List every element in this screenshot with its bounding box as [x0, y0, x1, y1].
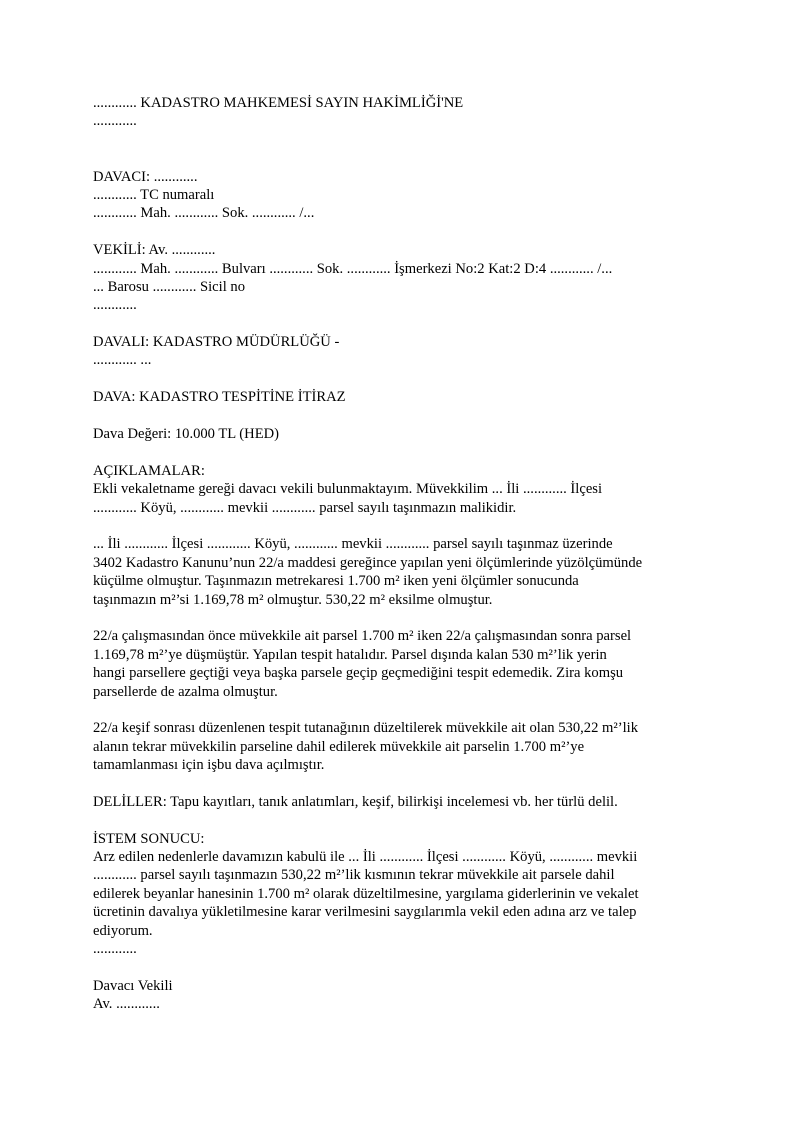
plaintiff-label: DAVACI: ............ [93, 168, 198, 185]
petition-document [93, 94, 713, 1014]
spacer [93, 958, 713, 976]
request-line: ücretinin davalıya yükletilmesine karar verilmesini saygılarımla vekil eden adına arz ve talep [93, 904, 637, 921]
attorney-label: VEKİLİ: Av. ............ [93, 242, 216, 259]
request-line: Arz edilen nedenlerle davamızın kabulü ile ... İli ............ İlçesi ............ Köyü, ............ mevkii [93, 849, 638, 866]
spacer [93, 370, 713, 388]
explanation-line: taşınmazın m²’si 1.169,78 m² olmuştur. 530,22 m² eksilme olmuştur. [93, 591, 493, 608]
request-line: ediyorum. [93, 922, 153, 939]
explanation-line: tamamlanması için işbu dava açılmıştır. [93, 757, 325, 774]
spacer [93, 223, 713, 241]
signature-block [93, 977, 713, 1014]
court-header-placeholder: ............ [93, 113, 137, 130]
spacer [93, 443, 713, 461]
explanation-line: Ekli vekaletname gereği davacı vekili bulunmaktayım. Müvekkilim ... İli ............ İlçesi [93, 481, 603, 498]
explanation-line: 22/a çalışmasından önce müvekkile ait parsel 1.700 m² iken 22/a çalışmasından sonra parsel [93, 628, 632, 645]
explanation-line: alanın tekrar müvekkilin parseline dahil edilerek müvekkile ait parselin 1.700 m²’ye [93, 738, 585, 755]
signature-title: Davacı Vekili [93, 977, 173, 994]
evidence-line: DELİLLER: Tapu kayıtları, tanık anlatımları, keşif, bilirkişi incelemesi vb. her türlü delil. [93, 793, 618, 810]
explanation-line: 22/a keşif sonrası düzenlenen tespit tutanağının düzeltilerek müvekkile ait olan 530,22 m²’lik [93, 720, 639, 737]
explanation-line: parsellerde de azalma olmuştur. [93, 683, 278, 700]
request-line: ............ parsel sayılı taşınmazın 530,22 m²’lik kısmının tekrar müvekkile ait parsele dahil [93, 867, 615, 884]
spacer [93, 149, 713, 167]
request-heading: İSTEM SONUCU: [93, 830, 205, 847]
spacer [93, 407, 713, 425]
explanation-line: ... İli ............ İlçesi ............ Köyü, ............ mevkii ............ parsel sayılı taşınmaz üzerinde [93, 536, 613, 553]
plaintiff-address: ............ Mah. ............ Sok. ............ /... [93, 205, 315, 222]
attorney-extra: ............ [93, 297, 137, 314]
defendant-block [93, 333, 713, 370]
attorney-address: ............ Mah. ............ Bulvarı ............ Sok. ............ İşmerkezi No:2 Kat:2 D:4 ............ /... [93, 260, 613, 277]
court-header [93, 94, 713, 131]
explanation-line: 1.169,78 m²’ye düşmüştür. Yapılan tespit hatalıdır. Parsel dışında kalan 530 m²’lik yerin [93, 646, 607, 663]
attorney-block [93, 241, 713, 315]
court-header-line: ............ KADASTRO MAHKEMESİ SAYIN HAKİMLİĞİ'NE [93, 95, 464, 111]
signature-name: Av. ............ [93, 996, 160, 1013]
plaintiff-block [93, 168, 713, 223]
explanation-line: 3402 Kadastro Kanunu’nun 22/a maddesi gereğince yapılan yeni ölçümlerinde yüzölçümünde [93, 554, 643, 571]
spacer [93, 517, 713, 535]
request-line: ............ [93, 940, 137, 957]
request-section [93, 830, 713, 959]
explanation-line: küçülme olmuştur. Taşınmazın metrekaresi 1.700 m² iken yeni ölçümler sonucunda [93, 573, 579, 590]
spacer [93, 701, 713, 719]
spacer [93, 609, 713, 627]
spacer [93, 811, 713, 829]
case-value: Dava Değeri: 10.000 TL (HED) [93, 426, 280, 443]
explanation-line: hangi parsellere geçtiği veya başka parsele geçip geçmediğini tespit edemedik. Zira komşu [93, 665, 624, 682]
case-subject: DAVA: KADASTRO TESPİTİNE İTİRAZ [93, 389, 346, 406]
request-line: edilerek beyanlar hanesinin 1.700 m² olarak düzeltilmesine, yargılama giderlerinin ve vekalet [93, 885, 639, 902]
spacer [93, 315, 713, 333]
attorney-bar: ... Barosu ............ Sicil no [93, 278, 246, 295]
explanation-line: ............ Köyü, ............ mevkii ............ parsel sayılı taşınmazın malikidir. [93, 499, 517, 516]
explanations-section [93, 462, 713, 775]
spacer [93, 774, 713, 792]
defendant-label: DAVALI: KADASTRO MÜDÜRLÜĞÜ - [93, 334, 340, 351]
spacer [93, 131, 713, 149]
plaintiff-tc: ............ TC numaralı [93, 186, 215, 203]
defendant-extra: ............ ... [93, 352, 152, 369]
explanations-heading: AÇIKLAMALAR: [93, 462, 205, 479]
